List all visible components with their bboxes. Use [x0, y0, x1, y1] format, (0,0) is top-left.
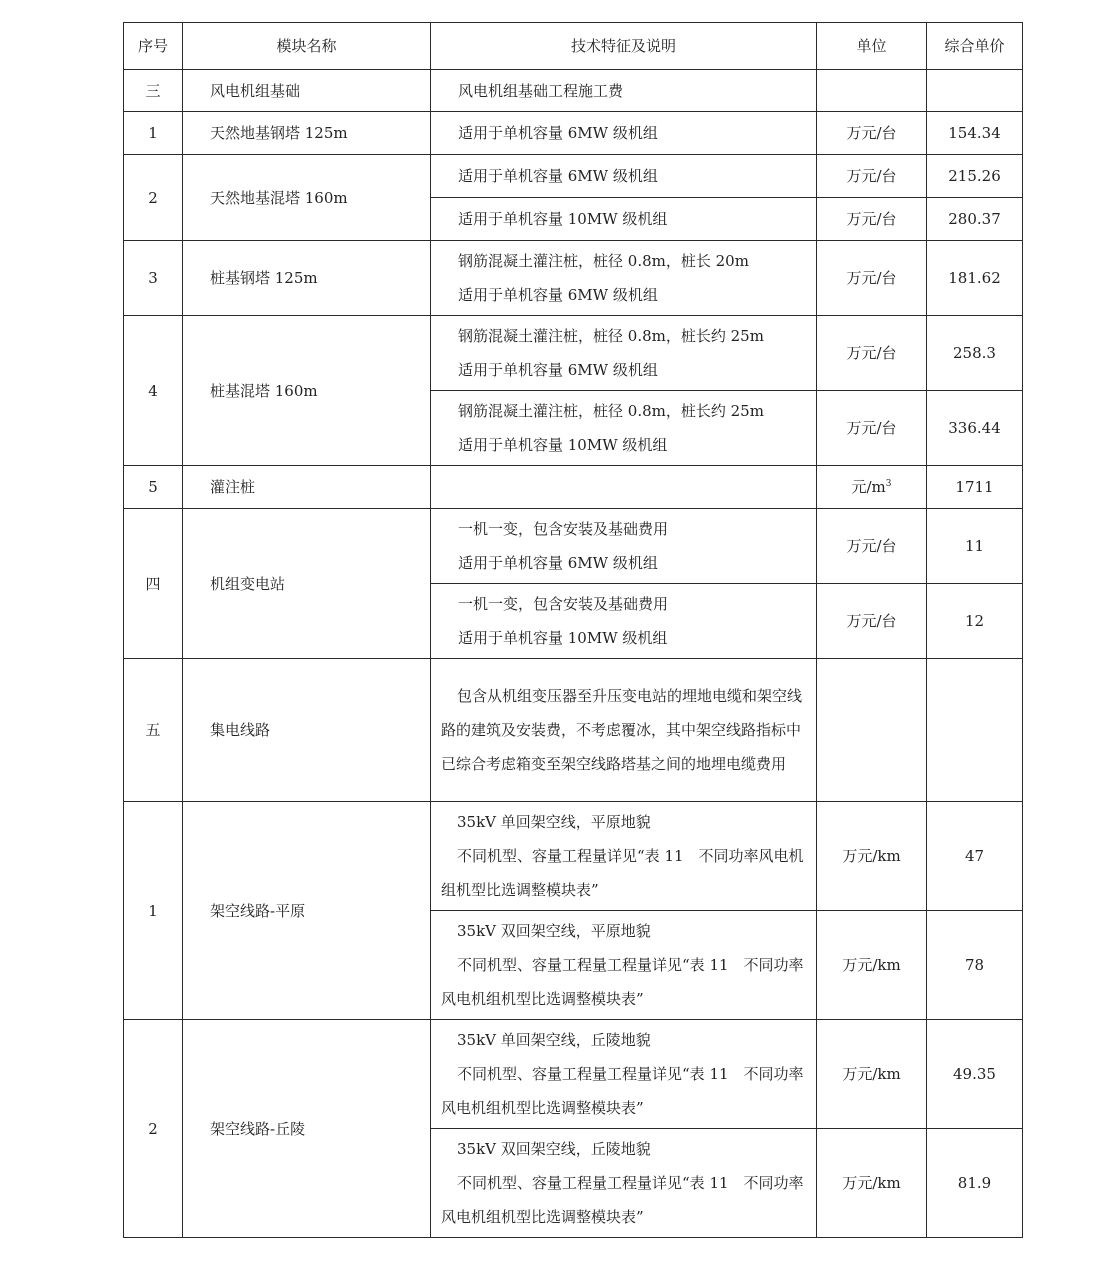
row-name: 桩基钢塔 125m — [183, 241, 431, 316]
row-price: 336.44 — [927, 391, 1023, 466]
description-line: 钢筋混凝土灌注桩，桩径 0.8m，桩长约 25m — [458, 402, 764, 420]
row-unit: 万元/台 — [817, 391, 927, 466]
description-line: 适用于单机容量 6MW 级机组 — [458, 554, 658, 572]
description-line: 适用于单机容量 6MW 级机组 — [458, 167, 658, 185]
row-name: 风电机组基础 — [183, 70, 431, 112]
row-no: 3 — [124, 241, 183, 316]
description-line: 适用于单机容量 6MW 级机组 — [458, 361, 658, 379]
row-no: 1 — [124, 112, 183, 155]
description-line: 适用于单机容量 6MW 级机组 — [458, 124, 658, 142]
description-line: 不同机型、容量工程量工程量详见“表 11 不同功率风电机组机型比选调整模块表” — [441, 956, 804, 1008]
row-price: 78 — [927, 911, 1023, 1020]
row-description — [431, 509, 817, 584]
row-name: 灌注桩 — [183, 466, 431, 509]
table-row — [124, 1020, 1023, 1129]
row-price: 154.34 — [927, 112, 1023, 155]
description-line: 不同机型、容量工程量工程量详见“表 11 不同功率风电机组机型比选调整模块表” — [441, 1065, 804, 1117]
row-unit: 万元/km — [817, 1020, 927, 1129]
row-unit: 万元/km — [817, 802, 927, 911]
row-unit: 万元/台 — [817, 155, 927, 198]
row-no: 1 — [124, 802, 183, 1020]
row-no: 5 — [124, 466, 183, 509]
table-row — [124, 155, 1023, 198]
description-line: 适用于单机容量 6MW 级机组 — [458, 286, 658, 304]
table-row — [124, 802, 1023, 911]
header-row — [124, 23, 1023, 70]
row-no: 2 — [124, 1020, 183, 1238]
row-no: 三 — [124, 70, 183, 112]
description-line: 不同机型、容量工程量工程量详见“表 11 不同功率风电机组机型比选调整模块表” — [441, 1174, 804, 1226]
row-price: 215.26 — [927, 155, 1023, 198]
row-price: 47 — [927, 802, 1023, 911]
description-line: 一机一变，包含安装及基础费用 — [458, 595, 669, 613]
row-name: 天然地基钢塔 125m — [183, 112, 431, 155]
row-name: 架空线路-平原 — [183, 802, 431, 1020]
row-no: 2 — [124, 155, 183, 241]
price-table — [123, 22, 1023, 1238]
table-row — [124, 241, 1023, 316]
header-unit-price: 综合单价 — [927, 23, 1023, 70]
description-line: 35kV 双回架空线，丘陵地貌 — [457, 1140, 651, 1158]
row-unit — [817, 466, 927, 509]
row-description: 包含从机组变压器至升压变电站的埋地电缆和架空线路的建筑及安装费，不考虑覆冰，其中架空线路指标中已综合考虑箱变至架空线路塔基之间的地埋电缆费用 — [431, 659, 817, 802]
table-row — [124, 70, 1023, 112]
row-description — [431, 391, 817, 466]
description-line: 适用于单机容量 10MW 级机组 — [458, 629, 668, 647]
description-line: 35kV 单回架空线，丘陵地貌 — [457, 1031, 651, 1049]
row-unit — [817, 659, 927, 802]
row-price — [927, 70, 1023, 112]
description-line: 35kV 单回架空线，平原地貌 — [457, 813, 651, 831]
row-price: 1711 — [927, 466, 1023, 509]
row-description — [431, 155, 817, 198]
row-name: 机组变电站 — [183, 509, 431, 659]
row-unit: 万元/台 — [817, 509, 927, 584]
row-unit: 万元/台 — [817, 198, 927, 241]
table-row — [124, 466, 1023, 509]
table-row — [124, 509, 1023, 584]
row-unit: 万元/km — [817, 1129, 927, 1238]
description-line: 适用于单机容量 10MW 级机组 — [458, 436, 668, 454]
row-unit: 万元/台 — [817, 112, 927, 155]
row-unit: 万元/台 — [817, 584, 927, 659]
row-description — [431, 1129, 817, 1238]
row-no: 四 — [124, 509, 183, 659]
header-no: 序号 — [124, 23, 183, 70]
table-row — [124, 316, 1023, 391]
row-description — [431, 70, 817, 112]
description-line: 适用于单机容量 10MW 级机组 — [458, 210, 668, 228]
row-name: 桩基混塔 160m — [183, 316, 431, 466]
row-price: 81.9 — [927, 1129, 1023, 1238]
description-line: 一机一变，包含安装及基础费用 — [458, 520, 669, 538]
row-description — [431, 584, 817, 659]
row-description — [431, 112, 817, 155]
row-price: 280.37 — [927, 198, 1023, 241]
header-module-name: 模块名称 — [183, 23, 431, 70]
row-name: 集电线路 — [183, 659, 431, 802]
unit-superscript: 3 — [885, 479, 892, 489]
row-price: 181.62 — [927, 241, 1023, 316]
row-description — [431, 241, 817, 316]
row-unit — [817, 70, 927, 112]
row-unit: 万元/km — [817, 911, 927, 1020]
row-price — [927, 659, 1023, 802]
description-line: 不同机型、容量工程量详见“表 11 不同功率风电机组机型比选调整模块表” — [441, 847, 804, 899]
table-row — [124, 112, 1023, 155]
description-line: 35kV 双回架空线，平原地貌 — [457, 922, 651, 940]
row-description — [431, 316, 817, 391]
unit-base: 元/m — [851, 478, 886, 496]
row-no: 五 — [124, 659, 183, 802]
row-price: 11 — [927, 509, 1023, 584]
row-no: 4 — [124, 316, 183, 466]
row-description — [431, 1020, 817, 1129]
description-line: 钢筋混凝土灌注桩，桩径 0.8m，桩长约 25m — [458, 327, 764, 345]
row-unit: 万元/台 — [817, 241, 927, 316]
description-line: 钢筋混凝土灌注桩，桩径 0.8m，桩长 20m — [458, 252, 749, 270]
row-price: 258.3 — [927, 316, 1023, 391]
row-name: 架空线路-丘陵 — [183, 1020, 431, 1238]
row-description — [431, 802, 817, 911]
row-description — [431, 466, 817, 509]
row-unit: 万元/台 — [817, 316, 927, 391]
row-price: 49.35 — [927, 1020, 1023, 1129]
header-description: 技术特征及说明 — [431, 23, 817, 70]
row-price: 12 — [927, 584, 1023, 659]
description-line: 风电机组基础工程施工费 — [458, 81, 624, 100]
row-description — [431, 911, 817, 1020]
header-unit: 单位 — [817, 23, 927, 70]
row-description — [431, 198, 817, 241]
row-name: 天然地基混塔 160m — [183, 155, 431, 241]
table-row — [124, 659, 1023, 802]
